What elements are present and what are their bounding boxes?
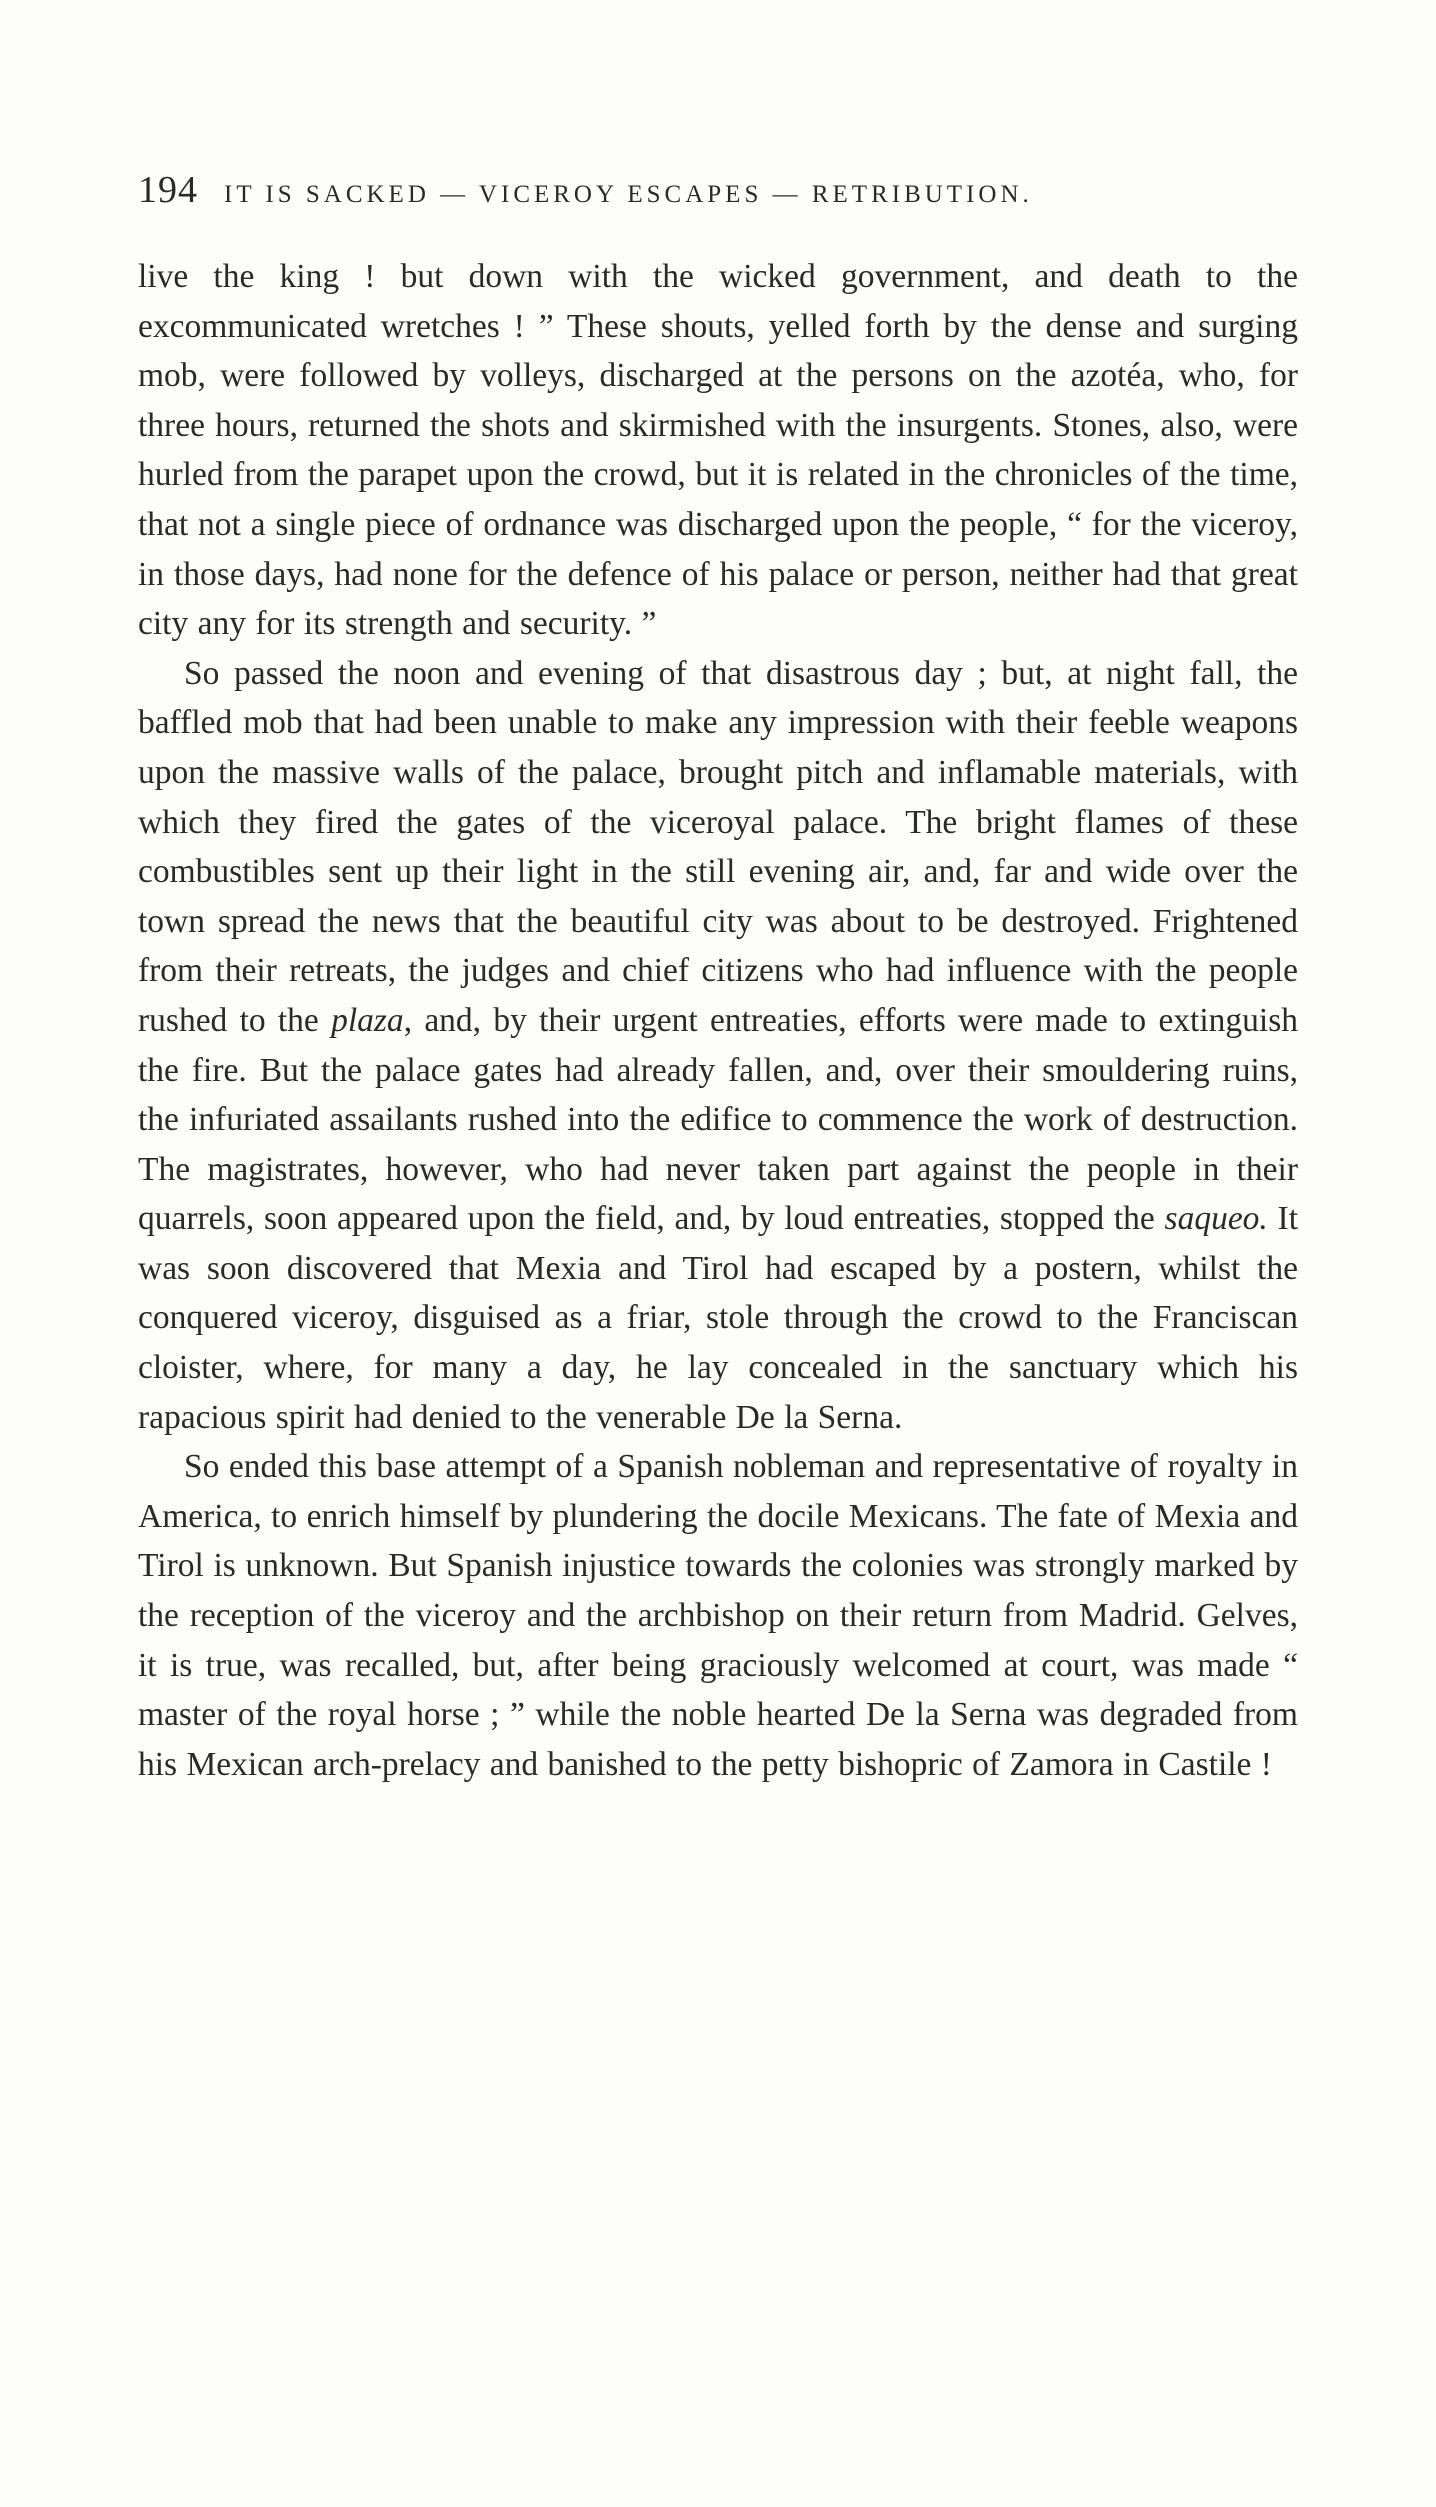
- paragraph-1: live the king ! but down with the wicked government, and death to the excommunicated wretches ! ” These shouts, yelled forth by the dense and surging mob, were followed by volleys, discharged at the persons on the azotéa, who, for three hours, returned the shots and skirmished with the insurgents. Stones, also, were hurled from the parapet upon the crowd, but it is related in the chronicles of the time, that not a single piece of ordnance was discharged upon the people, “ for the viceroy, in those days, had none for the defence of his palace or person, neither had that great city any for its strength and security. ”: [138, 258, 1298, 643]
- running-head: [138, 168, 1298, 222]
- paragraph-2-part-b: , and, by their urgent entreaties, efforts were made to extinguish the fire. But the palace gates had already fallen, and, over their smouldering ruins, the infuriated assailants rushed into the edifice to commence the work of destruction. The magistrates, however, who had never taken part against the people in their quarrels, soon appeared upon the field, and, by loud entreaties, stopped the: [138, 1001, 1299, 1238]
- page-number: 194: [138, 169, 198, 211]
- italic-plaza: plaza: [331, 1001, 404, 1039]
- body-text: [138, 252, 1298, 1789]
- running-title: IT IS SACKED — VICEROY ESCAPES — RETRIBUTION.: [224, 181, 1033, 208]
- paragraph-2-part-a: So passed the noon and evening of that disastrous day ; but, at night fall, the baffled mob that had been unable to make any impression with their feeble weapons upon the massive walls of the palace, brought pitch and inflamable materials, with which they fired the gates of the viceroyal palace. The bright flames of these combustibles sent up their light in the still evening air, and, far and wide over the town spread the news that the beautiful city was about to be destroyed. Frightened from their retreats, the judges and chief citizens who had influence with the people rushed to the: [138, 654, 1298, 1039]
- italic-saqueo: saqueo.: [1164, 1200, 1268, 1238]
- paragraph-2-part-c: It was soon discovered that Mexia and Tirol had escaped by a postern, whilst the conquered viceroy, disguised as a friar, stole through the crowd to the Franciscan cloister, where, for many a day, he lay concealed in the sanctuary which his rapacious spirit had denied to the venerable De la Serna.: [138, 1200, 1299, 1436]
- paragraph-3: So ended this base attempt of a Spanish nobleman and representative of royalty in America, to enrich himself by plundering the docile Mexicans. The fate of Mexia and Tirol is unknown. But Spanish injustice towards the colonies was strongly marked by the reception of the viceroy and the archbishop on their return from Madrid. Gelves, it is true, was recalled, but, after being graciously welcomed at court, was made “ master of the royal horse ; ” while the noble hearted De la Serna was degraded from his Mexican arch-prelacy and banished to the petty bishopric of Zamora in Castile !: [138, 1448, 1298, 1783]
- paragraph-2: [138, 649, 1298, 1443]
